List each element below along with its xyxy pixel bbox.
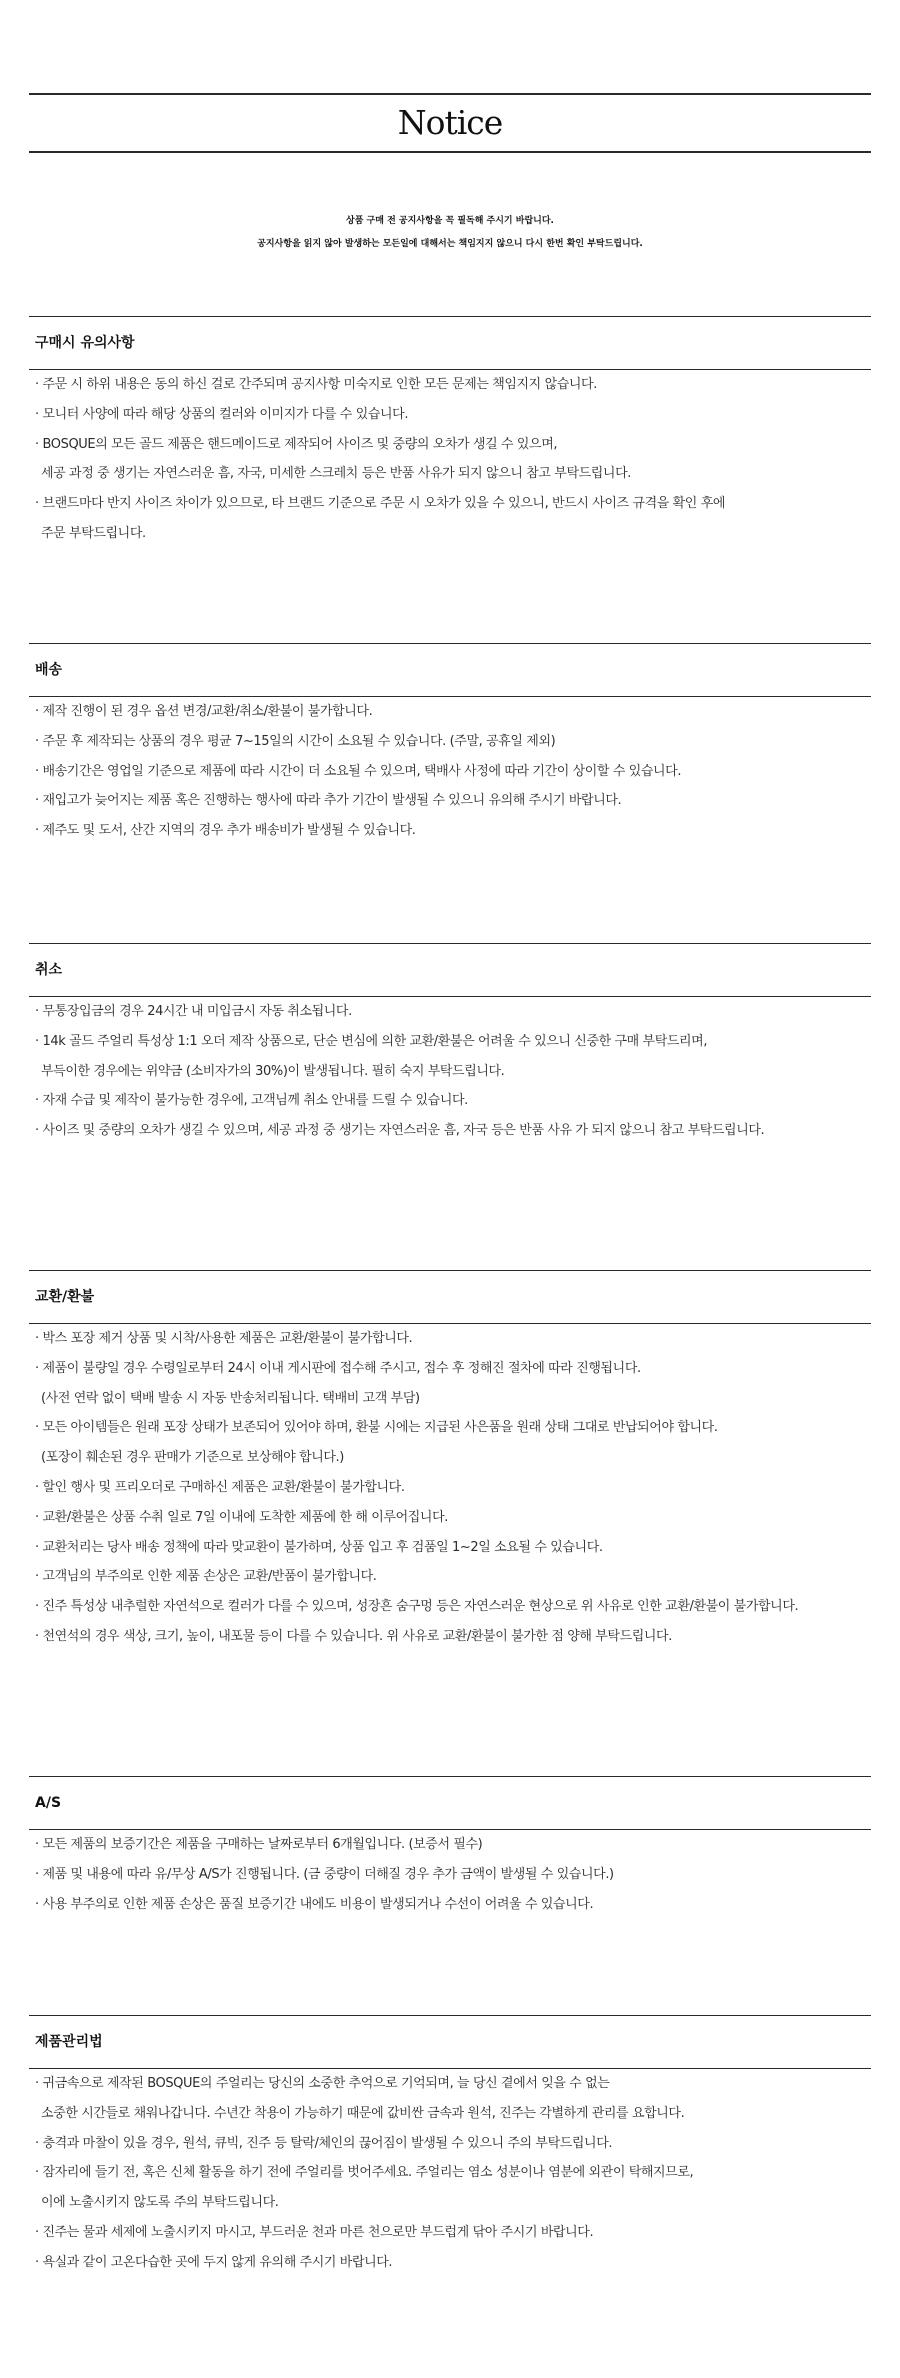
section-heading: 제품관리법: [35, 2034, 103, 2050]
list-item: · 재입고가 늦어지는 제품 혹은 진행하는 행사에 따라 추가 기간이 발생될 수 있으니 유의해 주시기 바랍니다.: [35, 793, 622, 809]
list-item: · 천연석의 경우 색상, 크기, 높이, 내포물 등이 다를 수 있습니다. 위 사유로 교환/환불이 불가한 점 양해 부탁드립니다.: [35, 1628, 672, 1644]
list-item: 소중한 시간들로 채워나갑니다. 수년간 착용이 가능하기 때문에 값비싼 금속과 원석, 진주는 각별하게 관리를 요합니다.: [41, 2105, 685, 2121]
notice-header: [29, 93, 871, 153]
list-item: · 욕실과 같이 고온다습한 곳에 두지 않게 유의해 주시기 바랍니다.: [35, 2254, 393, 2270]
list-item: · 주문 후 제작되는 상품의 경우 평균 7~15일의 시간이 소요될 수 있습니다. (주말, 공휴일 제외): [35, 733, 556, 749]
list-item: · 배송기간은 영업일 기준으로 제품에 따라 시간이 더 소요될 수 있으며, 택배사 사정에 따라 기간이 상이할 수 있습니다.: [35, 763, 682, 779]
section-heading: 배송: [35, 662, 63, 678]
section-purchase-notes: [29, 316, 871, 549]
item-list: [29, 1830, 871, 1919]
item-list: [29, 997, 871, 1146]
list-item: · 제품 및 내용에 따라 유/무상 A/S가 진행됩니다. (금 중량이 더해질 경우 추가 금액이 발생될 수 있습니다.): [35, 1866, 614, 1882]
list-item: · BOSQUE의 모든 골드 제품은 핸드메이드로 제작되어 사이즈 및 중량의 오차가 생길 수 있으며,: [35, 436, 558, 452]
item-list: [29, 370, 871, 549]
item-list: [29, 2069, 871, 2278]
list-item: · 박스 포장 제거 상품 및 시착/사용한 제품은 교환/환불이 불가합니다.: [35, 1331, 413, 1346]
list-item: · 교환처리는 당사 배송 정책에 따라 맞교환이 불가하며, 상품 입고 후 검품일 1~2일 소요될 수 있습니다.: [35, 1539, 603, 1555]
section-heading: 취소: [35, 962, 63, 978]
intro-line-2: 공지사항을 읽지 않아 발생하는 모든일에 대해서는 책임지지 않으니 다시 한번 확인 부탁드립니다.: [257, 239, 643, 249]
list-item: · 충격과 마찰이 있을 경우, 원석, 큐빅, 진주 등 탈락/체인의 끊어짐이 발생될 수 있으니 주의 부탁드립니다.: [35, 2135, 613, 2151]
list-item: · 자재 수급 및 제작이 불가능한 경우에, 고객님께 취소 안내를 드릴 수 있습니다.: [35, 1093, 468, 1109]
list-item: 이에 노출시키지 않도록 주의 부탁드립니다.: [41, 2195, 279, 2211]
list-item: · 무통장입금의 경우 24시간 내 미입금시 자동 취소됩니다.: [35, 1004, 352, 1019]
item-list: [29, 1324, 871, 1652]
section-heading: A/S: [35, 1795, 62, 1811]
list-item: · 제주도 및 도서, 산간 지역의 경우 추가 배송비가 발생될 수 있습니다.: [35, 823, 416, 839]
list-item: · 브랜드마다 반지 사이즈 차이가 있으므로, 타 브랜드 기준으로 주문 시 오차가 있을 수 있으니, 반드시 사이즈 규격을 확인 후에: [35, 496, 726, 512]
list-item: · 제품이 불량일 경우 수령일로부터 24시 이내 게시판에 접수해 주시고, 접수 후 정해진 절차에 따라 진행됩니다.: [35, 1360, 641, 1376]
list-item: · 진주는 물과 세제에 노출시키지 마시고, 부드러운 천과 마른 천으로만 부드럽게 닦아 주시기 바랍니다.: [35, 2224, 594, 2240]
list-item: · 할인 행사 및 프리오더로 구매하신 제품은 교환/환불이 불가합니다.: [35, 1479, 405, 1495]
list-item: 주문 부탁드립니다.: [41, 525, 146, 541]
page-title: Notice: [397, 103, 503, 142]
list-item: · 교환/환불은 상품 수취 일로 7일 이내에 도착한 제품에 한 해 이루어집니다.: [35, 1509, 448, 1525]
list-item: · 고객님의 부주의로 인한 제품 손상은 교환/반품이 불가합니다.: [35, 1569, 377, 1585]
section-heading: 교환/환불: [35, 1289, 95, 1305]
list-item: (포장이 훼손된 경우 판매가 기준으로 보상해야 합니다.): [41, 1450, 344, 1466]
list-item: · 주문 시 하위 내용은 동의 하신 걸로 간주되며 공지사항 미숙지로 인한 모든 문제는 책임지지 않습니다.: [35, 377, 597, 392]
list-item: · 모든 아이템들은 원래 포장 상태가 보존되어 있어야 하며, 환불 시에는 지급된 사은품을 원래 상태 그대로 반납되어야 합니다.: [35, 1420, 718, 1436]
list-item: · 모니터 사양에 따라 해당 상품의 컬러와 이미지가 다를 수 있습니다.: [35, 406, 409, 422]
list-item: · 모든 제품의 보증기간은 제품을 구매하는 날짜로부터 6개월입니다. (보증서 필수): [35, 1837, 483, 1852]
list-item: · 잠자리에 들기 전, 혹은 신체 활동을 하기 전에 주얼리를 벗어주세요. 주얼리는 염소 성분이나 염분에 외관이 탁해지므로,: [35, 2165, 694, 2181]
section-product-care: [29, 2015, 871, 2278]
section-heading: 구매시 유의사항: [35, 335, 135, 351]
item-list: [29, 697, 871, 846]
list-item: · 제작 진행이 된 경우 옵션 변경/교환/취소/환불이 불가합니다.: [35, 704, 373, 719]
list-item: · 사이즈 및 중량의 오차가 생길 수 있으며, 세공 과정 중 생기는 자연스러운 흠, 자국 등은 반품 사유 가 되지 않으니 참고 부탁드립니다.: [35, 1123, 765, 1139]
list-item: (사전 연락 없이 택배 발송 시 자동 반송처리됩니다. 택배비 고객 부담): [41, 1390, 420, 1406]
section-after-service: [29, 1776, 871, 1919]
list-item: · 진주 특성상 내추럴한 자연석으로 컬러가 다를 수 있으며, 성장흔 숨구멍 등은 자연스러운 현상으로 위 사유로 인한 교환/환불이 불가합니다.: [35, 1599, 799, 1615]
section-shipping: [29, 643, 871, 846]
list-item: · 귀금속으로 제작된 BOSQUE의 주얼리는 당신의 소중한 추억으로 기억되며, 늘 당신 곁에서 잊을 수 없는: [35, 2076, 610, 2091]
section-cancellation: [29, 943, 871, 1146]
intro-line-1: 상품 구매 전 공지사항을 꼭 필독해 주시기 바랍니다.: [346, 216, 554, 226]
list-item: · 14k 골드 주얼리 특성상 1:1 오더 제작 상품으로, 단순 변심에 의한 교환/환불은 어려울 수 있으니 신중한 구매 부탁드리며,: [35, 1033, 708, 1049]
list-item: 부득이한 경우에는 위약금 (소비자가의 30%)이 발생됩니다. 필히 숙지 부탁드립니다.: [41, 1063, 505, 1079]
list-item: 세공 과정 중 생기는 자연스러운 흠, 자국, 미세한 스크레치 등은 반품 사유가 되지 않으니 참고 부탁드립니다.: [41, 466, 631, 482]
intro-text: [29, 150, 871, 256]
section-exchange-refund: [29, 1270, 871, 1652]
list-item: · 사용 부주의로 인한 제품 손상은 품질 보증기간 내에도 비용이 발생되거나 수선이 어려울 수 있습니다.: [35, 1896, 594, 1912]
